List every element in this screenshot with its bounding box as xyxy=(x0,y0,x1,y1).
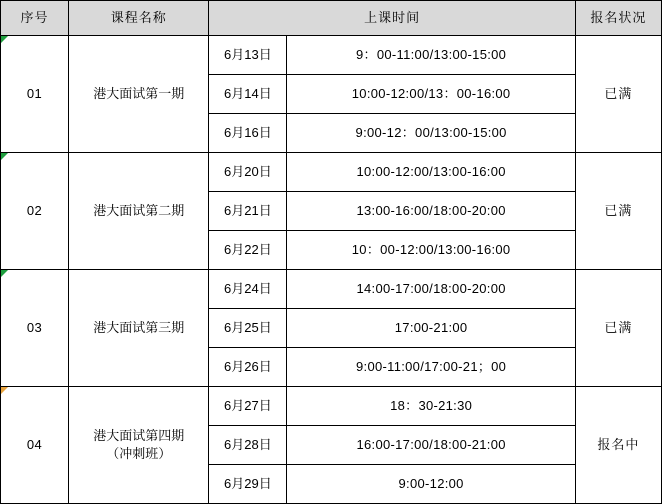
column-header-index: 序号 xyxy=(1,1,69,36)
cell-date: 6月26日 xyxy=(209,348,287,387)
corner-marker-icon xyxy=(1,270,8,277)
course-name-line: 港大面试第四期 xyxy=(93,428,185,444)
course-name-line: 港大面试第二期 xyxy=(93,203,185,219)
cell-index xyxy=(1,387,69,504)
table-row xyxy=(1,36,662,75)
corner-marker-icon xyxy=(1,36,8,43)
status-badge: 已满 xyxy=(575,153,661,270)
status-badge: 已满 xyxy=(575,36,661,153)
cell-date: 6月25日 xyxy=(209,309,287,348)
cell-time: 9：00-11:00/13:00-15:00 xyxy=(287,36,575,75)
table-header xyxy=(1,1,662,36)
cell-time: 16:00-17:00/18:00-21:00 xyxy=(287,426,575,465)
cell-time: 17:00-21:00 xyxy=(287,309,575,348)
cell-time: 14:00-17:00/18:00-20:00 xyxy=(287,270,575,309)
cell-index xyxy=(1,36,69,153)
cell-date: 6月29日 xyxy=(209,465,287,504)
cell-date: 6月20日 xyxy=(209,153,287,192)
cell-time: 9:00-12:00 xyxy=(287,465,575,504)
column-header-class-time: 上课时间 xyxy=(209,1,576,36)
table-header-row xyxy=(1,1,662,36)
index-value: 04 xyxy=(26,437,43,453)
index-value: 01 xyxy=(26,86,43,102)
status-badge: 报名中 xyxy=(575,387,661,504)
corner-marker-icon xyxy=(1,387,8,394)
cell-date: 6月21日 xyxy=(209,192,287,231)
cell-date: 6月24日 xyxy=(209,270,287,309)
column-header-course-name: 课程名称 xyxy=(69,1,209,36)
cell-date: 6月13日 xyxy=(209,36,287,75)
cell-time: 9:00-12：00/13:00-15:00 xyxy=(287,114,575,153)
course-name-line: （冲刺班） xyxy=(106,446,172,461)
cell-course-name xyxy=(69,387,209,504)
cell-date: 6月27日 xyxy=(209,387,287,426)
cell-date: 6月14日 xyxy=(209,75,287,114)
cell-index xyxy=(1,153,69,270)
table-row xyxy=(1,270,662,309)
course-name-line: 港大面试第三期 xyxy=(93,320,185,336)
cell-course-name xyxy=(69,270,209,387)
column-header-registration-status: 报名状况 xyxy=(575,1,661,36)
cell-time: 10:00-12:00/13：00-16:00 xyxy=(287,75,575,114)
index-value: 02 xyxy=(26,203,43,219)
cell-course-name xyxy=(69,153,209,270)
index-value: 03 xyxy=(26,320,43,336)
cell-time: 10：00-12:00/13:00-16:00 xyxy=(287,231,575,270)
cell-index xyxy=(1,270,69,387)
cell-course-name xyxy=(69,36,209,153)
cell-date: 6月28日 xyxy=(209,426,287,465)
table-row xyxy=(1,387,662,426)
table-row xyxy=(1,153,662,192)
cell-time: 18：30-21:30 xyxy=(287,387,575,426)
table-body xyxy=(1,36,662,504)
cell-time: 13:00-16:00/18:00-20:00 xyxy=(287,192,575,231)
cell-date: 6月22日 xyxy=(209,231,287,270)
cell-date: 6月16日 xyxy=(209,114,287,153)
cell-time: 9:00-11:00/17:00-21；00 xyxy=(287,348,575,387)
course-name-line: 港大面试第一期 xyxy=(93,86,185,102)
corner-marker-icon xyxy=(1,153,8,160)
cell-time: 10:00-12:00/13:00-16:00 xyxy=(287,153,575,192)
status-badge: 已满 xyxy=(575,270,661,387)
